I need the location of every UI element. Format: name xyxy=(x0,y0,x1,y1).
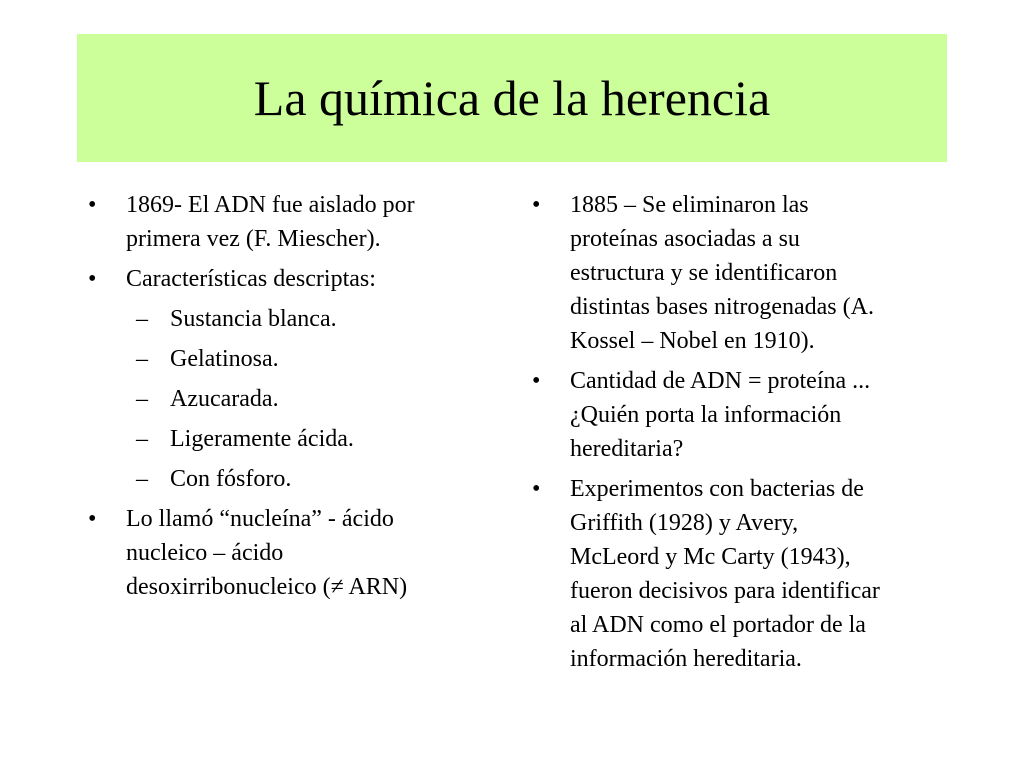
dash-icon: – xyxy=(136,466,148,492)
bullet-item-experiments xyxy=(532,472,952,676)
left-column xyxy=(88,188,488,610)
sub-item xyxy=(88,462,488,496)
bullet-line: Experimentos con bacterias de xyxy=(570,476,864,502)
bullet-line: estructura y se identificaron xyxy=(570,260,838,286)
bullet-line: Características descriptas: xyxy=(126,266,376,292)
bullet-line: McLeord y Mc Carty (1943), xyxy=(570,544,851,570)
bullet-line: al ADN como el portador de la xyxy=(570,612,866,638)
bullet-line: proteínas asociadas a su xyxy=(570,226,800,252)
bullet-item-nuclein xyxy=(88,502,488,604)
bullet-line: fueron decisivos para identificar xyxy=(570,578,880,604)
dash-icon: – xyxy=(136,346,148,372)
bullet-icon: • xyxy=(88,192,97,218)
bullet-line: distintas bases nitrogenadas (A. xyxy=(570,294,874,320)
dash-icon: – xyxy=(136,306,148,332)
bullet-icon: • xyxy=(532,368,541,394)
bullet-line: Cantidad de ADN = proteína ... xyxy=(570,368,871,394)
bullet-item-quantity xyxy=(532,364,952,466)
bullet-icon: • xyxy=(88,506,97,532)
bullet-line: Lo llamó “nucleína” - ácido xyxy=(126,506,394,532)
bullet-line: ¿Quién porta la información xyxy=(570,402,842,428)
bullet-line: información hereditaria. xyxy=(570,646,802,672)
sub-item-text: Azucarada. xyxy=(170,386,279,412)
sub-item-text: Gelatinosa. xyxy=(170,346,279,372)
sub-item xyxy=(88,342,488,376)
sub-item xyxy=(88,422,488,456)
bullet-line: Kossel – Nobel en 1910). xyxy=(570,328,815,354)
title-banner xyxy=(77,34,947,162)
bullet-line: hereditaria? xyxy=(570,436,684,462)
sub-item-text: Con fósforo. xyxy=(170,466,292,492)
sub-item-text: Sustancia blanca. xyxy=(170,306,337,332)
bullet-line: 1869- El ADN fue aislado por xyxy=(126,192,415,218)
right-column xyxy=(532,188,952,682)
bullet-item-characteristics xyxy=(88,262,488,296)
bullet-icon: • xyxy=(532,476,541,502)
sub-item-text: Ligeramente ácida. xyxy=(170,426,354,452)
dash-icon: – xyxy=(136,426,148,452)
bullet-line: primera vez (F. Miescher). xyxy=(126,226,381,252)
sub-item xyxy=(88,382,488,416)
sub-item xyxy=(88,302,488,336)
bullet-line: Griffith (1928) y Avery, xyxy=(570,510,799,536)
bullet-item-adn-isolated xyxy=(88,188,488,256)
slide-title: La química de la herencia xyxy=(253,70,771,126)
bullet-line: desoxirribonucleico (≠ ARN) xyxy=(126,574,408,600)
bullet-line: 1885 – Se eliminaron las xyxy=(570,192,809,218)
bullet-icon: • xyxy=(532,192,541,218)
bullet-icon: • xyxy=(88,266,97,292)
bullet-line: nucleico – ácido xyxy=(126,540,284,566)
bullet-item-kossel xyxy=(532,188,952,358)
dash-icon: – xyxy=(136,386,148,412)
